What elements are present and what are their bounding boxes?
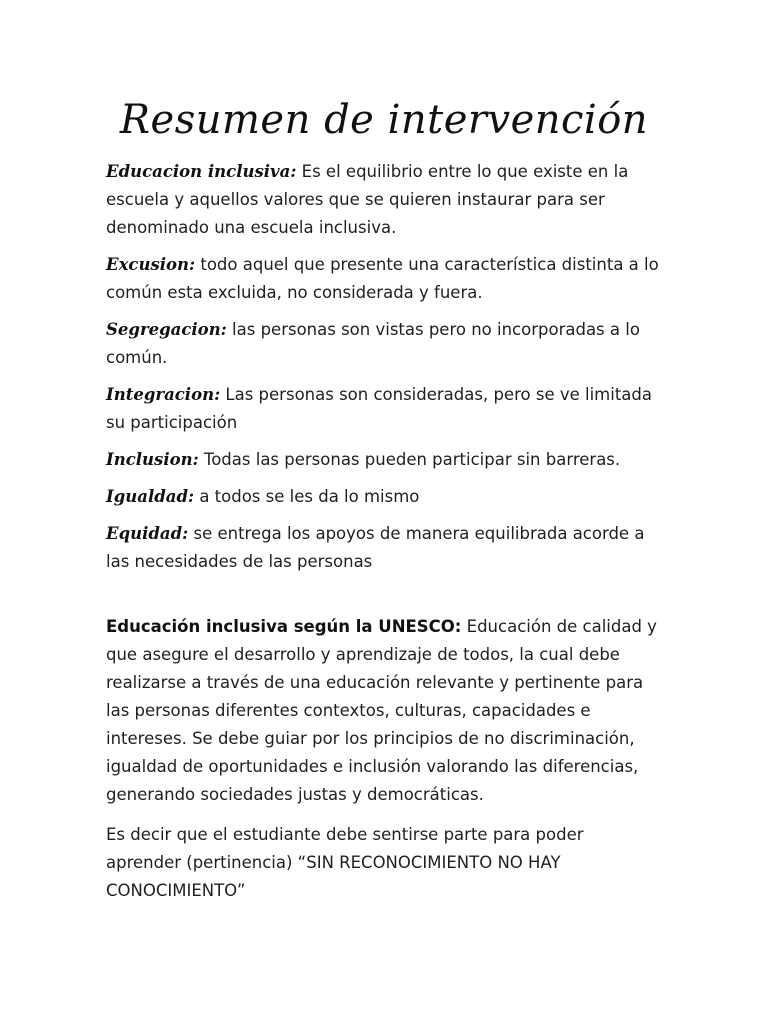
definition-text: se entrega los apoyos de manera equilibrada acorde a las necesidades de las personas — [106, 524, 645, 571]
definition-item — [106, 483, 662, 511]
definition-term: Integracion: — [106, 385, 221, 404]
definition-item — [106, 316, 662, 372]
conclusion-paragraph: Es decir que el estudiante debe sentirse parte para poder aprender (pertinencia) “SIN RECONOCIMIENTO NO HAY CONOCIMIENTO” — [106, 825, 584, 900]
definition-text: Las personas son consideradas, pero se ve limitada su participación — [106, 385, 652, 432]
definitions-list — [106, 158, 662, 576]
definition-text: las personas son vistas pero no incorporadas a lo común. — [106, 320, 640, 367]
definition-text: a todos se les da lo mismo — [194, 487, 420, 506]
definition-term: Equidad: — [106, 524, 189, 543]
definition-text: Es el equilibrio entre lo que existe en la escuela y aquellos valores que se quieren instaurar para ser denominado una escuela inclusiva. — [106, 162, 629, 237]
definition-item — [106, 381, 662, 437]
definition-item — [106, 251, 662, 307]
definition-item — [106, 158, 662, 242]
definition-text: Todas las personas pueden participar sin barreras. — [198, 450, 621, 469]
unesco-lead: Educación inclusiva según la UNESCO: — [106, 617, 462, 636]
definition-text: todo aquel que presente una característica distinta a lo común esta excluida, no considerada y fuera. — [106, 255, 659, 302]
definition-term: Educacion inclusiva: — [106, 162, 297, 181]
definition-term: Igualdad: — [106, 487, 195, 506]
definition-item — [106, 446, 662, 474]
definition-item — [106, 520, 662, 576]
definition-term: Excusion: — [106, 255, 196, 274]
definition-term: Inclusion: — [106, 450, 199, 469]
page-title: Resumen de intervención — [119, 97, 649, 143]
unesco-paragraph — [106, 613, 662, 809]
definition-term: Segregacion: — [106, 320, 227, 339]
unesco-text: Educación de calidad y que asegure el desarrollo y aprendizaje de todos, la cual debe realizarse a través de una educación relevante y pertinente para las personas diferentes contextos, culturas, capacidades e intereses. Se debe guiar por los principios de no discriminación, igualdad de oportunidades e inclusión valorando las diferencias, generando sociedades justas y democráticas. — [106, 617, 657, 804]
